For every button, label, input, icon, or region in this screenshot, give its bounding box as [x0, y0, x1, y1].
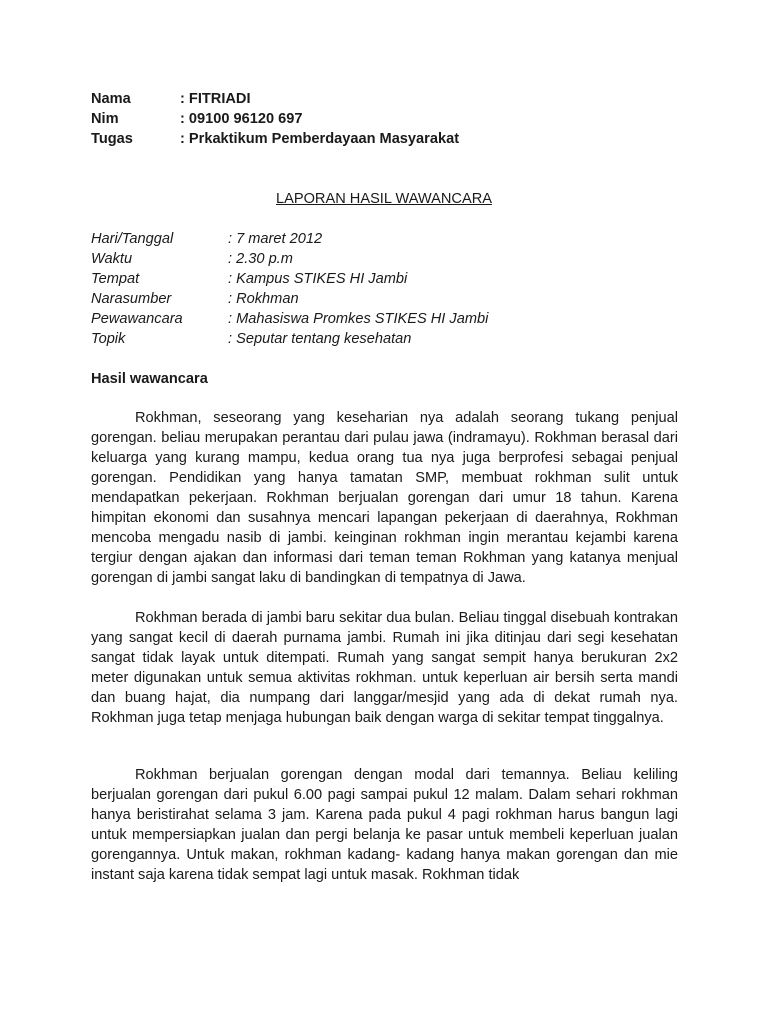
info-value-time: : 2.30 p.m: [228, 251, 293, 267]
info-label-interviewer: Pewawancara: [91, 311, 183, 327]
assignment-value: : Prkaktikum Pemberdayaan Masyarakat: [180, 131, 460, 147]
info-row-topic: [91, 329, 488, 349]
assignment-label: Tugas: [91, 131, 133, 147]
info-value-source: : Rokhman: [228, 291, 299, 307]
info-row-time: [91, 249, 488, 269]
info-label-source: Narasumber: [91, 291, 172, 307]
info-value-topic: : Seputar tentang kesehatan: [228, 331, 412, 347]
info-row-date: [91, 229, 488, 249]
student-nim-row: [91, 109, 459, 129]
assignment-row: [91, 129, 459, 149]
info-label-place: Tempat: [91, 271, 140, 287]
info-row-interviewer: [91, 309, 488, 329]
student-nim-label: Nim: [91, 111, 119, 127]
paragraph-1: Rokhman, seseorang yang keseharian nya adalah seorang tukang penjual gorengan. beliau merupakan perantau dari pulau jawa (indramayu). Rokhman berasal dari keluarga yang kurang mampu, kedua orang tua nya juga berprofesi sebagai penjual gorengan. Pendidikan yang hanya tamatan SMP, membuat rokhman sulit untuk mendapatkan pekerjaan. Rokhman berjualan gorengan dari umur 18 tahun. Karena himpitan ekonomi dan susahnya mencari lapangan pekerjaan di daerahnya, Rokhman mencoba mengadu nasib di jambi. keinginan rokhman ingin merantau kejambi karena tergiur dengan ajakan dan informasi dari teman teman Rokhman yang katanya menjual gorengan di jambi sangat laku di bandingkan di tempatnya di Jawa.: [91, 410, 678, 586]
paragraph-2: Rokhman berada di jambi baru sekitar dua bulan. Beliau tinggal disebuah kontrakan yang sangat kecil di daerah purnama jambi. Rumah ini jika ditinjau dari segi kesehatan sangat tidak layak untuk ditempati. Rumah yang sangat sempit hanya berukuran 2x2 meter digunakan untuk semua aktivitas rokhman. untuk keperluan air bersih serta mandi dan buang hajat, dia numpang dari langgar/mesjid yang ada di dekat rumah nya. Rokhman juga tetap menjaga hubungan baik dengan warga di sekitar tempat tinggalnya.: [91, 610, 678, 726]
info-label-date: Hari/Tanggal: [91, 231, 174, 247]
info-value-place: : Kampus STIKES HI Jambi: [228, 271, 408, 287]
paragraph-3: Rokhman berjualan gorengan dengan modal dari temannya. Beliau keliling berjualan gorengan dari pukul 6.00 pagi sampai pukul 12 malam. Dalam sehari rokhman hanya beristirahat selama 3 jam. Karena pada pukul 4 pagi rokhman harus bangun lagi untuk mempersiapkan jualan dan pergi belanja ke pasar untuk membeli keperluan jualan gorengannya. Untuk makan, rokhman kadang- kadang hanya makan gorengan dan mie instant saja karena tidak sempat lagi untuk masak. Rokhman tidak: [91, 767, 678, 883]
student-name-label: Nama: [91, 91, 131, 107]
document-title: LAPORAN HASIL WAWANCARA: [276, 191, 492, 207]
info-label-topic: Topik: [91, 331, 126, 347]
student-nim-value: : 09100 96120 697: [180, 111, 303, 127]
student-name-value: : FITRIADI: [180, 91, 251, 107]
interview-info-table: [91, 229, 488, 349]
student-name-row: [91, 89, 459, 109]
info-value-date: : 7 maret 2012: [228, 231, 323, 247]
info-value-interviewer: : Mahasiswa Promkes STIKES HI Jambi: [228, 311, 489, 327]
info-row-source: [91, 289, 488, 309]
section-heading: Hasil wawancara: [91, 371, 208, 387]
info-label-time: Waktu: [91, 251, 133, 267]
student-info-table: [91, 89, 459, 149]
info-row-place: [91, 269, 488, 289]
